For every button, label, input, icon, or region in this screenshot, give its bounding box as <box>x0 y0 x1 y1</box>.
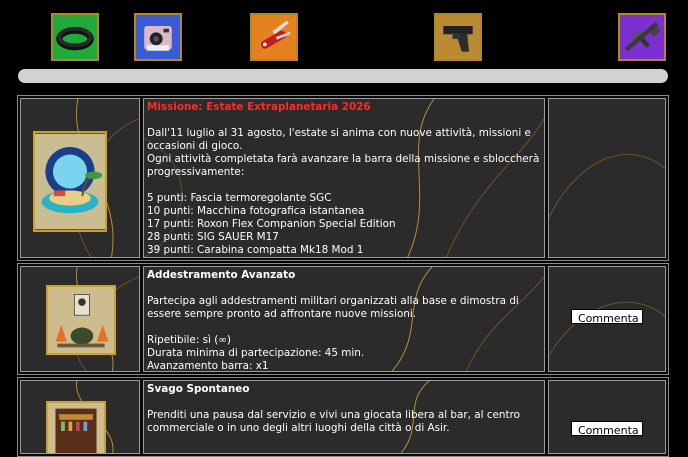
rifle-icon <box>620 15 664 59</box>
mission-title: Missione: Estate Extraplanetaria 2026 <box>147 101 371 113</box>
reward-multitool <box>250 13 298 61</box>
summer-portal-island-icon <box>35 133 105 230</box>
bar-shelf-icon <box>48 403 104 454</box>
comment-button[interactable]: Commenta <box>571 421 643 436</box>
mission-row <box>17 95 669 261</box>
mission-description: Partecipa agli addestramenti militari organizzati alla base e dimostra di essere sempre pronto ad affrontare nuove missioni. <box>147 295 519 320</box>
reward-camera <box>134 13 182 61</box>
mission-text-cell <box>143 266 545 372</box>
instant-camera-icon <box>136 15 180 59</box>
decorative-swirl-icon <box>549 99 665 257</box>
multitool-icon <box>252 15 296 59</box>
mission-image <box>46 285 116 355</box>
mission-row <box>17 263 669 375</box>
mission-image <box>46 401 106 454</box>
mission-progress-bar <box>18 69 668 83</box>
headband-icon <box>53 15 97 59</box>
mission-detail: Ripetibile: sì (∞) <box>147 334 231 346</box>
reward-pistol <box>434 13 482 61</box>
mission-action-cell <box>548 380 666 454</box>
mission-title: Svago Spontaneo <box>147 383 250 395</box>
reward-item: 5 punti: Fascia termoregolante SGC <box>147 192 332 204</box>
mission-action-cell <box>548 98 666 258</box>
mission-text-cell <box>143 98 545 258</box>
mission-title: Addestramento Avanzato <box>147 269 296 281</box>
mission-description: Ogni attività completata farà avanzare la barra della missione e sbloccherà progressivamente: <box>147 153 540 178</box>
mission-image <box>33 131 107 232</box>
training-range-icon <box>48 287 114 353</box>
mission-row <box>17 377 669 457</box>
reward-item: 10 punti: Macchina fotografica istantanea <box>147 205 365 217</box>
mission-description: Prenditi una pausa dal servizio e vivi una giocata libera al bar, al centro commerciale o in uno degli altri luoghi della città o di Asir. <box>147 409 520 434</box>
comment-button[interactable]: Commenta <box>571 309 643 324</box>
mission-detail: Durata minima di partecipazione: 45 min. <box>147 347 365 359</box>
mission-detail: Avanzamento barra: x1 <box>147 360 269 372</box>
reward-item: 17 punti: Roxon Flex Companion Special Edition <box>147 218 396 230</box>
reward-headband <box>51 13 99 61</box>
mission-description: Dall'11 luglio al 31 agosto, l'estate si anima con nuove attività, missioni e occasioni di gioco. <box>147 127 531 152</box>
mission-image-cell <box>20 98 140 258</box>
reward-item: 28 punti: SIG SAUER M17 <box>147 231 279 243</box>
mission-image-cell <box>20 266 140 372</box>
mission-text-cell <box>143 380 545 454</box>
reward-rifle <box>618 13 666 61</box>
reward-item: 39 punti: Carabina compatta Mk18 Mod 1 <box>147 244 364 256</box>
mission-action-cell <box>548 266 666 372</box>
mission-image-cell <box>20 380 140 454</box>
pistol-icon <box>436 15 480 59</box>
